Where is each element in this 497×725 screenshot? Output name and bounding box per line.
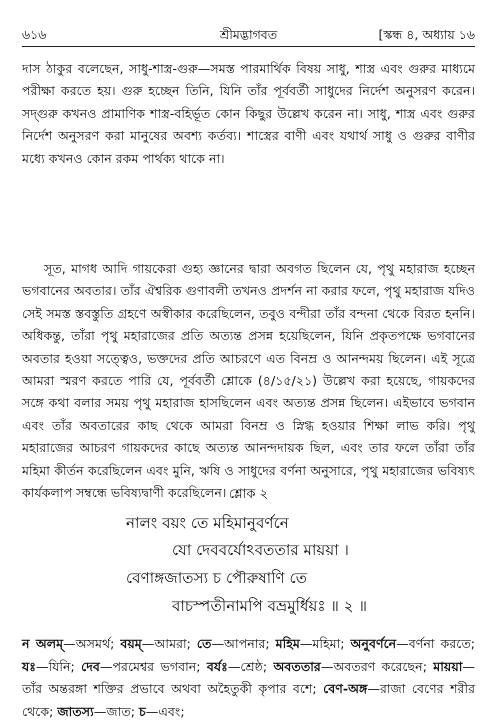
gloss-meaning: তাঁর অন্তরঙ্গা শক্তির প্রভাবে অথবা অহৈতুকী কৃপার বশে; <box>22 681 324 697</box>
page-number: ৬১৬ <box>22 27 47 42</box>
page-header <box>22 26 475 44</box>
gloss-meaning: জাত; <box>106 703 139 719</box>
chapter-reference: [স্কন্ধ ৪, অধ্যায় ১৬ <box>378 27 475 42</box>
gloss-meaning: মহিমা; <box>312 636 351 651</box>
word-glossary: ন অলম্—অসমর্থ; বয়ম্—আমরা; তে—আপনার; মহিম—মহিমা; অনুবর্ণনে—বর্ণনা করতে; যঃ—যিনি; দেব—পরমেশ্বর ভগবান; বর্যঃ—শ্রেষ্ঠ; অবততার—অবতরণ করেছেন; মায়য়া—তাঁর অন্তরঙ্গা শক্তির প্রভাবে অথবা অহৈতুকী কৃপার বশে; বেণ-অঙ্গ—রাজা বেণের শরীর থেকে; জাতস্য—জাত; চ—এবং; <box>22 636 476 719</box>
gloss-meaning: এবং; <box>158 703 185 719</box>
gloss-meaning: রাজা বেণের শরীর থেকে; <box>22 681 475 719</box>
gloss-term: বর্যঃ <box>206 658 228 674</box>
gloss-meaning: যিনি; <box>48 658 82 674</box>
gloss-meaning: অবতরণ করেছেন; <box>333 658 434 674</box>
gloss-term: মহিম <box>275 636 300 651</box>
gloss-meaning: আপনার; <box>224 636 276 651</box>
purport-paragraph-2: সূত, মাগধ আদি গায়কেরা গুহ্য জ্ঞানের দ্বারা অবগত ছিলেন যে, পৃথু মহারাজ হচ্ছেন ভগবানের অবতার। তাঁর ঐশ্বরিক গুণাবলী তখনও প্রদর্শন না করার ফলে, পৃথু মহারাজ যদিও সেই সমস্ত স্তবস্তুতি গ্রহণে অস্বীকার করেছিলেন, তবুও বন্দীরা তাঁর বন্দনা থেকে বিরত হননি। অধিকন্তু, তাঁরা পৃথু মহারাজের প্রতি অত্যন্ত প্রসন্ন হয়েছিলেন, যিনি প্রকৃতপক্ষে ভগবানের অবতার হওয়া সত্ত্বেও, ভক্তদের প্রতি আচরণে এত বিনম্র ও আনন্দময় ছিলেন। এই সূত্রে আমরা স্মরণ করতে পারি যে, পূর্ববর্তী শ্লোকে (৪/১৫/২১) উল্লেখ করা হয়েছে, গায়কদের সঙ্গে কথা বলার সময় পৃথু মহারাজ হাসছিলেন এবং অত্যন্ত প্রসন্ন ছিলেন। এইভাবে ভগবান এবং তাঁর অবতারের কাছ থেকে আমরা বিনম্র ও স্নিগ্ধ হওয়ার শিক্ষা লাভ করি। পৃথু মহারাজের আচরণ গায়কদের কাছে অত্যন্ত আনন্দদায়ক ছিল, এবং তার ফলে তাঁরা তাঁর মহিমা কীর্তন করেছিলেন এবং মুনি, ঋষি ও সাধুদের বর্ণনা অনুসারে, পৃথু মহারাজের ভবিষ্যৎ কার্যকলাপ সম্বন্ধে ভবিষ্যদ্বাণী করেছিলেন। <box>22 261 475 501</box>
gloss-term: ন অলম্ <box>22 636 64 651</box>
gloss-term: দেব <box>81 658 100 674</box>
gloss-term: মায়য়া <box>433 658 463 674</box>
gloss-meaning: আমরা; <box>154 636 197 651</box>
header-divider <box>22 46 475 47</box>
gloss-meaning: পরমেশ্বর ভগবান; <box>112 658 207 674</box>
gloss-term: অবততার <box>273 658 321 674</box>
gloss-term: তে <box>196 636 212 651</box>
verse-line-1: নালং বয়ং তে মহিমানুবর্ণনে <box>126 514 289 532</box>
gloss-term: বয়ম্ <box>120 636 142 651</box>
gloss-meaning: শ্রেষ্ঠ; <box>240 658 274 674</box>
book-title: শ্রীমদ্ভাগবত <box>219 27 278 42</box>
gloss-term: যঃ <box>22 658 36 674</box>
gloss-term: চ <box>138 703 146 719</box>
purport-paragraph-1: দাস ঠাকুর বলেছেন, সাধু-শাস্ত্র-গুরু—সমস্ত পারমার্থিক বিষয় সাধু, শাস্ত্র এবং গুরুর মাধ্যমে পরীক্ষা করতে হয়। গুরু হচ্ছেন তিনি, যিনি তাঁর পূর্ববর্তী সাধুদের নির্দেশ অনুসরণ করেন। সদ্গুরু কখনও প্রামাণিক শাস্ত্র-বহির্ভূত কোন কিছুর উল্লেখ করেন না। সাধু, শাস্ত্র এবং গুরুর নির্দেশ অনুসরণ করা মানুষের অবশ্য কর্তব্য। শাস্ত্রের বাণী এবং যথার্থ সাধু ও গুরুর বাণীর মধ্যে কখনও কোন রকম পার্থক্য থাকে না। <box>22 61 475 166</box>
verse-line-4: বাচস্পতীনামপি বভ্রমুর্ধিয়ঃ ॥ ২ ॥ <box>172 597 368 615</box>
gloss-meaning: অসমর্থ; <box>75 636 121 651</box>
gloss-meaning: বর্ণনা করতে; <box>408 636 476 651</box>
gloss-term: জাতস্য <box>57 703 94 719</box>
gloss-term: বেণ-অঙ্গ <box>323 681 368 697</box>
verse-line-2: যো দেববর্যোঽবততার মায়য়া । <box>172 541 349 559</box>
verse-line-3: বেণাঙ্গজাতস্য চ পৌরুষাণি তে <box>126 569 308 587</box>
gloss-term: অনুবর্ণনে <box>350 636 397 651</box>
verse-title: শ্লোক ২ <box>228 487 269 502</box>
